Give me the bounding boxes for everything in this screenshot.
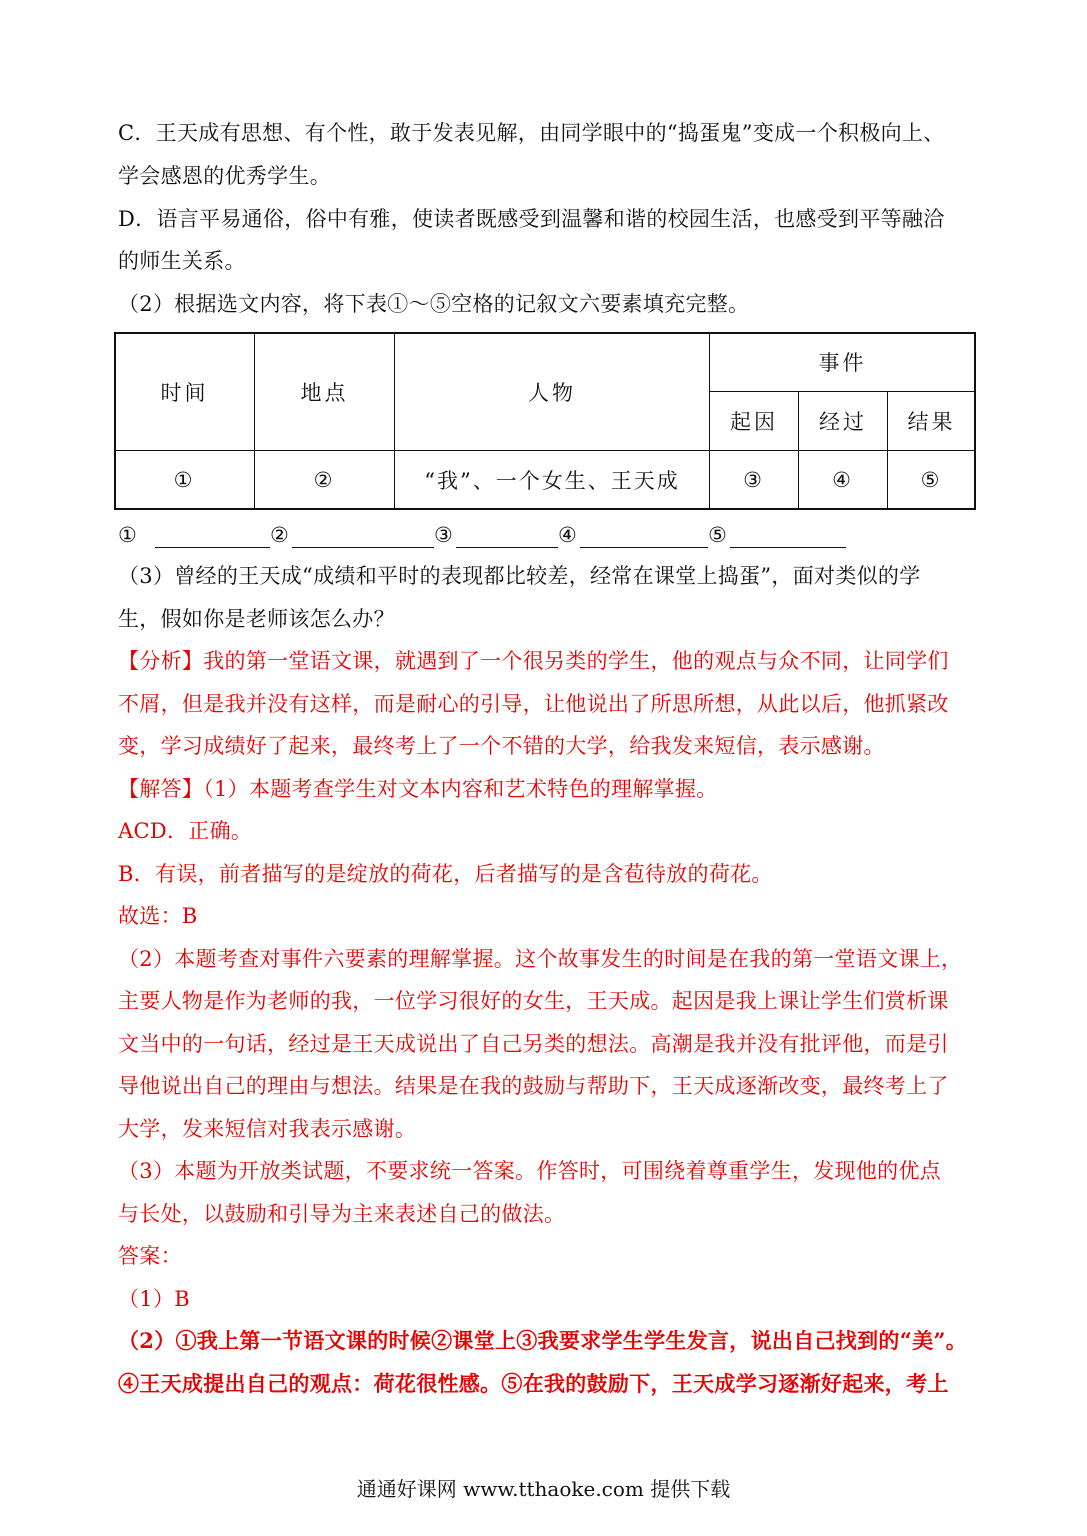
question-2-prompt: （2）根据选文内容，将下表①～⑤空格的记叙文六要素填充完整。 <box>118 292 750 316</box>
blank-line-2 <box>292 547 434 548</box>
blank-line-3 <box>456 547 558 548</box>
blank-line-5 <box>730 547 846 548</box>
option-d-line-2: 的师生关系。 <box>118 249 246 273</box>
question-3-line-2: 生，假如你是老师该怎么办？ <box>118 607 395 631</box>
option-d-line-1: D．语言平易通俗，俗中有雅，使读者既感受到温馨和谐的校园生活，也感受到平等融洽 <box>118 207 945 231</box>
header-cause: 起因 <box>709 391 799 451</box>
header-process: 经过 <box>798 391 888 451</box>
answer-line-3: B．有误，前者描写的是绽放的荷花，后者描写的是含苞待放的荷花。 <box>118 862 773 886</box>
cell-time-blank: ① <box>114 450 255 510</box>
answer-line-5: （2）本题考查对事件六要素的理解掌握。这个故事发生的时间是在我的第一堂语文课上， <box>118 947 963 971</box>
answer-line-9: 大学，发来短信对我表示感谢。 <box>118 1117 417 1141</box>
cell-place-blank: ② <box>254 450 395 510</box>
answer-line-6: 主要人物是作为老师的我，一位学习很好的女生，王天成。起因是我上课让学生们赏析课 <box>118 989 949 1013</box>
header-time: 时间 <box>114 332 255 451</box>
answer-line-4: 故选：B <box>118 904 198 928</box>
cell-result-blank: ⑤ <box>887 450 976 510</box>
blank-label-5: ⑤ <box>708 523 727 547</box>
question-3-line-1: （3）曾经的王天成“成绩和平时的表现都比较差，经常在课堂上捣蛋”，面对类似的学 <box>118 564 921 588</box>
answer-line-2: ACD．正确。 <box>118 819 253 843</box>
cell-process-blank: ④ <box>798 450 888 510</box>
blank-label-4: ④ <box>558 523 577 547</box>
six-elements-table <box>114 332 976 510</box>
header-event: 事件 <box>709 332 976 392</box>
option-c-line-1: C．王天成有思想、有个性，敢于发表见解，由同学眼中的“捣蛋鬼”变成一个积极向上、 <box>118 121 945 145</box>
answer-line-15: ④王天成提出自己的观点：荷花很性感。⑤在我的鼓励下，王天成学习逐渐好起来，考上 <box>118 1371 949 1396</box>
answer-line-13: （1）B <box>118 1287 190 1311</box>
answer-line-14: （2）①我上第一节语文课的时候②课堂上③我要求学生学生发言，说出自己找到的“美”。 <box>118 1328 968 1353</box>
header-result: 结果 <box>887 391 976 451</box>
blank-label-1: ① <box>118 523 137 547</box>
footer-credit: 通通好课网 www.tthaoke.com 提供下载 <box>356 1477 731 1501</box>
analysis-line-2: 不屑，但是我并没有这样，而是耐心的引导，让他说出了所思所想，从此以后，他抓紧改 <box>118 692 949 716</box>
blank-line-4 <box>580 547 708 548</box>
answer-line-11: 与长处，以鼓励和引导为主来表述自己的做法。 <box>118 1202 566 1226</box>
cell-people: “我”、一个女生、王天成 <box>394 450 710 510</box>
header-place: 地点 <box>254 332 395 451</box>
blank-line-1 <box>155 547 270 548</box>
header-people: 人物 <box>394 332 710 451</box>
blank-label-3: ③ <box>434 523 453 547</box>
answer-line-8: 导他说出自己的理由与想法。结果是在我的鼓励与帮助下，王天成逐渐改变，最终考上了 <box>118 1074 949 1098</box>
blank-label-2: ② <box>270 523 289 547</box>
analysis-line-1: 【分析】我的第一堂语文课，就遇到了一个很另类的学生，他的观点与众不同，让同学们 <box>118 649 949 673</box>
answer-line-12: 答案： <box>118 1244 182 1268</box>
answer-line-7: 文当中的一句话，经过是王天成说出了自己另类的想法。高潮是我并没有批评他，而是引 <box>118 1032 949 1056</box>
answer-line-10: （3）本题为开放类试题，不要求统一答案。作答时，可围绕着尊重学生，发现他的优点 <box>118 1159 942 1183</box>
analysis-line-3: 变，学习成绩好了起来，最终考上了一个不错的大学，给我发来短信，表示感谢。 <box>118 734 885 758</box>
answer-line-1: 【解答】（1）本题考查学生对文本内容和艺术特色的理解掌握。 <box>118 777 718 801</box>
cell-cause-blank: ③ <box>709 450 799 510</box>
option-c-line-2: 学会感恩的优秀学生。 <box>118 164 331 188</box>
